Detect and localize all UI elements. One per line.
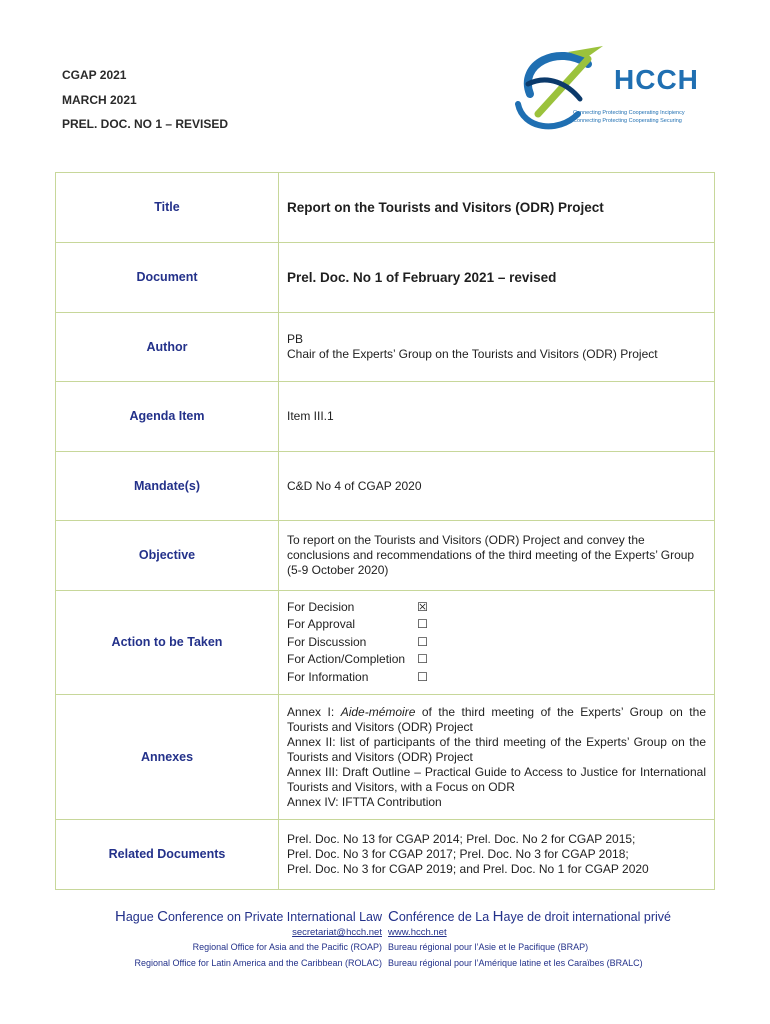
checkbox-decision[interactable]: ☒ — [417, 599, 428, 614]
logo-tagline: Connecting Protecting Cooperating Securing — [573, 118, 682, 124]
action-option-label: For Discussion — [287, 634, 367, 649]
row-label: Author — [56, 313, 279, 382]
action-options — [279, 591, 715, 695]
table-row — [56, 521, 715, 591]
table-row — [56, 452, 715, 521]
table-row — [56, 313, 715, 382]
annex-3: Annex III: Draft Outline – Practical Guide to Access to Justice for International Tourists and Visitors, with a Focus on ODR — [287, 764, 706, 794]
checkbox-action-completion[interactable]: ☐ — [417, 652, 428, 667]
footer-name-fr: Conférence de La Haye de droit international privé — [388, 908, 671, 925]
footer-name-en: Hague Conference on Private International Law — [115, 908, 382, 925]
table-row — [56, 695, 715, 820]
table-row — [56, 173, 715, 243]
row-label: Action to be Taken — [56, 591, 279, 695]
action-option-label: For Action/Completion — [287, 652, 406, 667]
row-label: Document — [56, 243, 279, 313]
checkbox-discussion[interactable]: ☐ — [417, 634, 428, 649]
doc-series: CGAP 2021 — [62, 68, 127, 82]
action-option-label: For Approval — [287, 617, 356, 632]
row-label: Related Documents — [56, 820, 279, 890]
doc-date: MARCH 2021 — [62, 93, 137, 107]
table-row — [56, 243, 715, 313]
table-row — [56, 820, 715, 890]
action-option-label: For Decision — [287, 599, 355, 614]
footer — [0, 908, 770, 978]
logo-tagline: Connecting Protecting Cooperating Incipiency — [573, 110, 685, 116]
author-value — [279, 313, 715, 382]
table-row — [56, 591, 715, 695]
related-line: Prel. Doc. No 3 for CGAP 2017; Prel. Doc. No 3 for CGAP 2018; — [287, 847, 629, 861]
agenda-value: Item III.1 — [279, 382, 715, 452]
website-link[interactable]: www.hcch.net — [388, 927, 447, 938]
mandate-value: C&D No 4 of CGAP 2020 — [279, 452, 715, 521]
action-option-label: For Information — [287, 669, 369, 684]
email-link[interactable]: secretariat@hcch.net — [292, 927, 382, 938]
hcch-logo-text: HCCH — [614, 64, 699, 95]
office-roap: Regional Office for Asia and the Pacific (ROAP) — [192, 942, 382, 952]
row-label: Objective — [56, 521, 279, 591]
author-role: Chair of the Experts’ Group on the Tourists and Visitors (ODR) Project — [287, 347, 658, 361]
office-brap: Bureau régional pour l’Asie et le Pacifique (BRAP) — [388, 942, 589, 952]
annex-2: Annex II: list of participants of the third meeting of the Experts’ Group on the Tourists and Visitors (ODR) Project — [287, 734, 706, 764]
checkbox-information[interactable]: ☐ — [417, 669, 428, 684]
author-initials: PB — [287, 332, 304, 346]
row-label: Agenda Item — [56, 382, 279, 452]
annex-4: Annex IV: IFTTA Contribution — [287, 794, 442, 809]
office-bralc: Bureau régional pour l’Amérique latine et les Caraïbes (BRALC) — [388, 958, 643, 968]
annex-1: Annex I: Aide-mémoire of the third meeting of the Experts’ Group on the Tourists and Visitors (ODR) Project — [287, 704, 706, 734]
objective-value: To report on the Tourists and Visitors (ODR) Project and convey the conclusions and recommendations of the third meeting of the Experts’ Group (5-9 October 2020) — [279, 521, 715, 591]
document-info-table — [55, 172, 715, 890]
doc-number: PREL. DOC. NO 1 – REVISED — [62, 117, 229, 131]
table-row — [56, 382, 715, 452]
row-label: Title — [56, 173, 279, 243]
row-label: Mandate(s) — [56, 452, 279, 521]
checkbox-approval[interactable]: ☐ — [417, 617, 428, 632]
related-value — [279, 820, 715, 890]
related-line: Prel. Doc. No 3 for CGAP 2019; and Prel. Doc. No 1 for CGAP 2020 — [287, 862, 649, 876]
related-line: Prel. Doc. No 13 for CGAP 2014; Prel. Doc. No 2 for CGAP 2015; — [287, 832, 636, 846]
document-value: Prel. Doc. No 1 of February 2021 – revised — [279, 243, 715, 313]
annexes-value — [279, 695, 715, 820]
title-value: Report on the Tourists and Visitors (ODR) Project — [279, 173, 715, 243]
row-label: Annexes — [56, 695, 279, 820]
office-rolac: Regional Office for Latin America and the Caribbean (ROLAC) — [134, 958, 382, 968]
